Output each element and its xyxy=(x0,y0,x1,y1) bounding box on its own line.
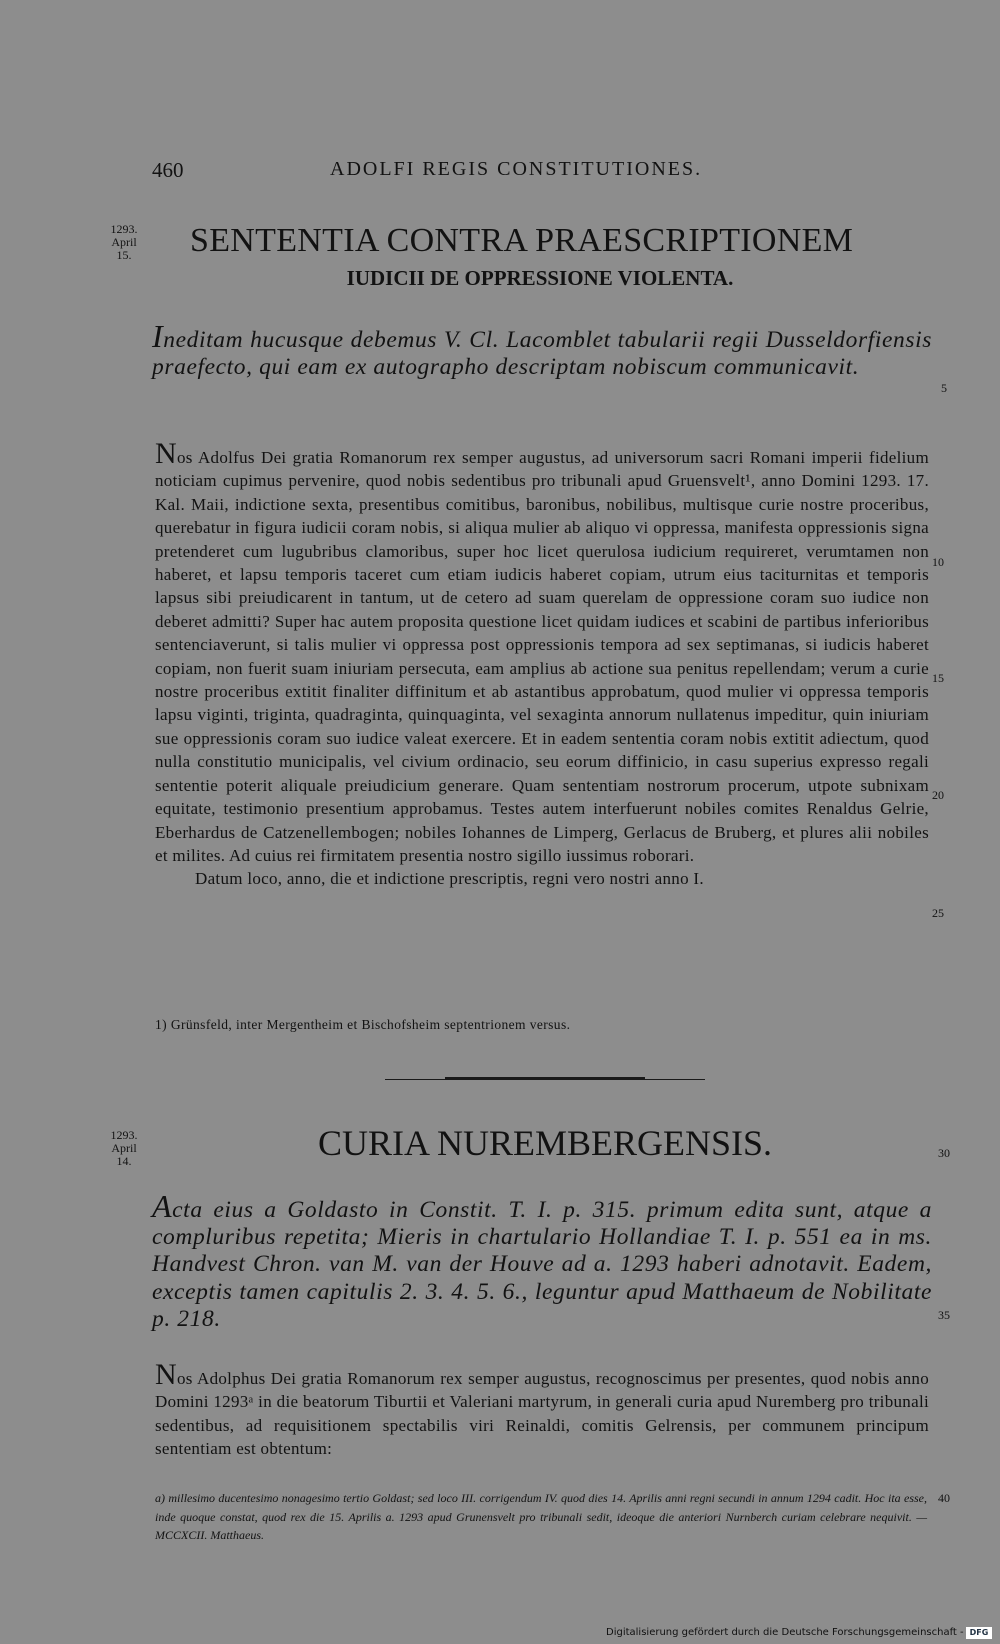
line-number: 15 xyxy=(932,671,944,685)
footnote-a: a) millesimo ducentesimo nonagesimo tertio Goldast; sed loco III. corrigendum IV. quod dies 14. Aprilis anni regni secundi in annum 1294 cadit. Hoc ita esse, inde quoque constat, quod rex die 15. Aprilis a. 1293 apud Grunensvelt pro tribunali sedit, ideoque die anteriori Nurnberch curiam celebrare nequivit. — MCCXCII. Matthaeus. xyxy=(155,1491,927,1542)
body-text-2: os Adolphus Dei gratia Romanorum rex semper augustus, recognoscimus per presentes, quod nobis anno Domini 1293ᵃ in die beatorum Tiburtii et Valeriani martyrum, in generali curia apud Nuremberg pro tribunali sedentibus, ad requisitionem spectabilis viri Reinaldi, comitis Gelrensis, per communem principum sententiam est obtentum: xyxy=(155,1369,929,1459)
document-title: SENTENTIA CONTRA PRAESCRIPTIONEM xyxy=(190,222,854,259)
running-head xyxy=(0,158,1000,182)
intro-text-2: cta eius a Goldasto in Constit. T. I. p. 315. primum edita sunt, atque a compluribus repetita; Mieris in chartulario Hollandiae T. I. p. 551 ea in ms. Handvest Chron. van M. van der Houve ad a. 1293 haberi adnotavit. Eadem, exceptis tamen capitulis 2. 3. 4. 5. 6., leguntur apud Matthaeum de Nobilitate p. 218. xyxy=(152,1197,932,1332)
body-initial: N xyxy=(155,437,177,470)
page-number: 460 xyxy=(152,158,184,182)
line-number: 20 xyxy=(932,788,944,802)
line-number: 5 xyxy=(941,381,947,395)
line-number: 30 xyxy=(938,1146,950,1160)
footnote: 1) Grünsfeld, inter Mergentheim et Bischofsheim septentrionem versus. xyxy=(155,1017,571,1032)
intro-initial: I xyxy=(152,318,164,354)
document-title-2: CURIA NUREMBERGENSIS. xyxy=(318,1123,773,1163)
document-body xyxy=(155,437,929,891)
body-initial-2: N xyxy=(155,1358,177,1391)
line-number: 40 xyxy=(938,1491,950,1505)
editorial-intro xyxy=(152,318,932,381)
document-subtitle: IUDICII DE OPPRESSIONE VIOLENTA. xyxy=(346,266,734,290)
dfg-logo: DFG xyxy=(966,1627,992,1639)
section-divider-rule xyxy=(445,1077,645,1080)
margin-date-doc2: 1293. April 14. xyxy=(110,1128,138,1168)
running-title: ADOLFI REGIS CONSTITUTIONES. xyxy=(330,158,703,180)
line-number: 35 xyxy=(938,1308,950,1322)
line-number: 25 xyxy=(932,906,944,920)
intro-text: neditam hucusque debemus V. Cl. Lacomblet tabularii regii Dusseldorfiensis praefecto, qui eam ex autographo descriptam nobiscum communicavit. xyxy=(152,327,932,380)
digitization-credit: Digitalisierung gefördert durch die Deutsche Forschungsgemeinschaft - xyxy=(606,1627,964,1638)
intro-initial-2: A xyxy=(152,1188,173,1224)
line-number: 10 xyxy=(932,555,944,569)
editorial-intro-2 xyxy=(152,1188,932,1333)
closing-line: Datum loco, anno, die et indictione prescriptis, regni vero nostri anno I. xyxy=(195,869,704,889)
body-text: os Adolfus Dei gratia Romanorum rex semper augustus, ad universorum sacri Romani imperii fidelium noticiam cupimus pervenire, quod nobis sedentibus pro tribunali apud Gruensvelt¹, anno Domini 1293. 17. Kal. Maii, indictione sexta, presentibus comitibus, baronibus, nobilibus, multisque curie nostre proceribus, querebatur in figura iudicii coram nobis, si aliqua mulier ab aliquo vi oppressa, manifesta oppressionis signa pretenderet cum lugubribus clamoribus, super hoc licet querulosa iudicium requireret, verumtamen non haberet, et lapsu temporis taceret cum etiam iudicis haberet copiam, utrum eius taciturnitas et temporis lapsus sibi preiudicarent in tantum, ut de cetero ad suam querelam de oppressione coram suo iudice non deberet admitti? Super hac autem proposita questione licet quidam iudices et scabini de partibus inferioribus sentenciaverunt, si talis mulier vi oppressa post oppressionis tempora ad sex septimanas, si iudicis haberet copiam, non fuerit suam iniuriam persecuta, eam amplius ab actione sua penitus repellendam; verum a curie nostre proceribus extitit finaliter diffinitum et ab astantibus approbatum, quod mulier vi oppressa temporis lapsu viginti, triginta, quadraginta, quinquaginta, vel sexaginta annorum nullatenus impeditur, quin iniuriam sue oppressionis coram suo iudice valeat exercere. Et in eadem sententia coram nobis extitit adiectum, quod nulla constitutio municipalis, vel civium ordinacio, seu eorum diffinicio, in casu superius expresso regali sententie poterit aliquale preiudicium generare. Quam sententiam nostrorum procerum, utpote subnixam equitate, testimonio presentium approbamus. Testes autem interfuerunt nobiles comites Renaldus Gelrie, Eberhardus de Catzenellembogen; nobiles Iohannes de Limperg, Gerlacus de Bruberg, et plures alii nobiles et milites. Ad cuius rei firmitatem presentia nostro sigillo iussimus roborari. xyxy=(155,448,929,865)
margin-date-doc1: 1293. April 15. xyxy=(110,222,138,262)
document-body-2 xyxy=(155,1358,929,1461)
